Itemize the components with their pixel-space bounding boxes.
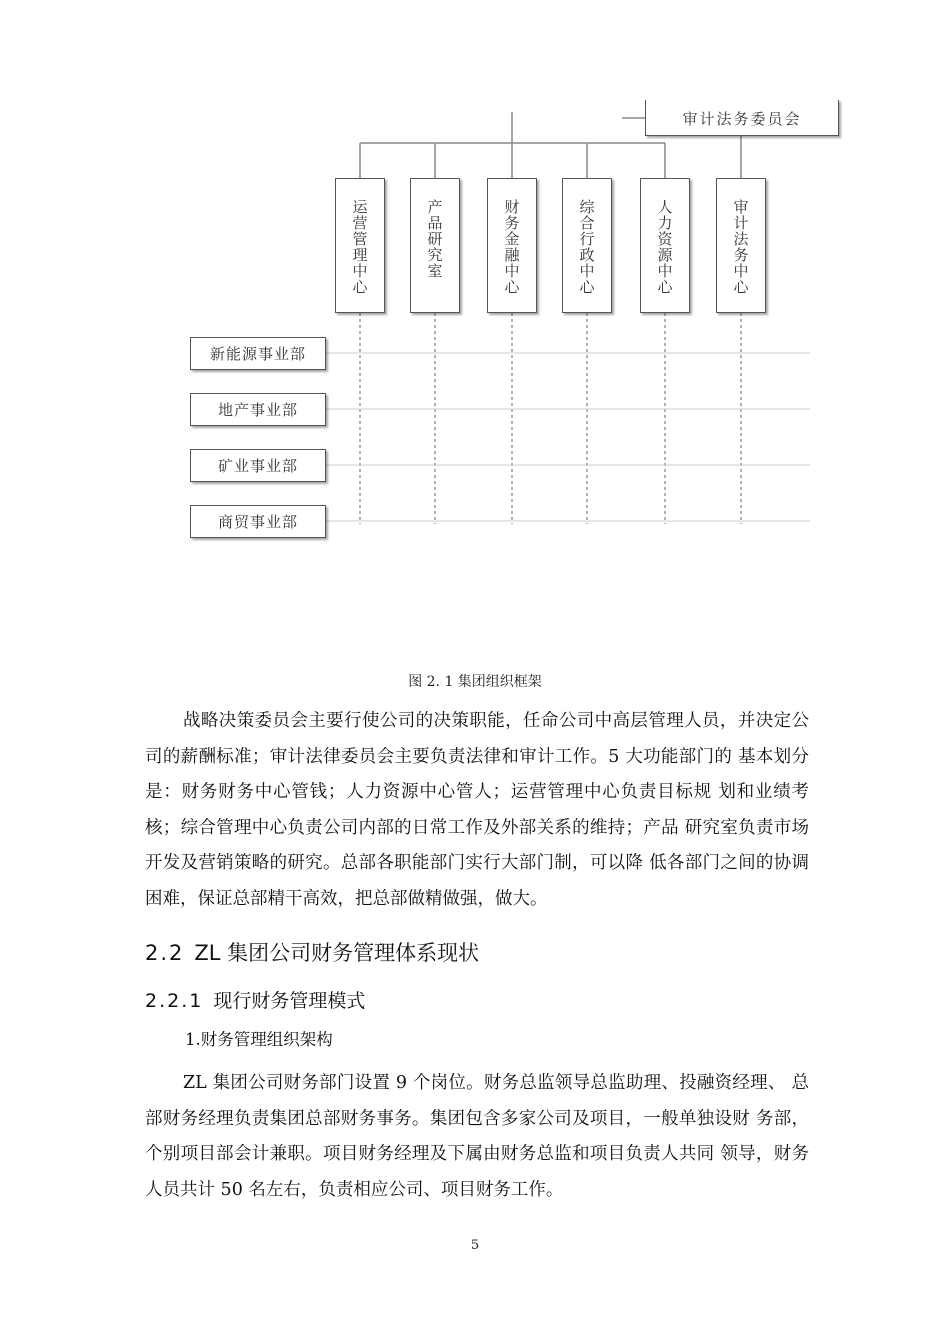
org-chart-lines bbox=[0, 0, 950, 560]
dept-label: 运营管理中心 bbox=[350, 199, 369, 295]
business-unit-real-estate: 地产事业部 bbox=[190, 393, 326, 426]
dept-label: 产品研究室 bbox=[425, 199, 444, 279]
section-title: ZL 集团公司财务管理体系现状 bbox=[194, 941, 480, 965]
body-paragraph-finance-dept: ZL 集团公司财务部门设置 9 个岗位。财务总监领导总监助理、投融资经理、 总部财务经理负责集团总部财务事务。集团包含多家公司及项目，一般单独设财 务部，个别项目部会计兼职。项目财务经理及下属由财务总监和项目负责人共同 领导，财务人员共计 50 名左右，负责相应公司、项目财务工作。 bbox=[145, 1073, 809, 1200]
section-heading-2-2-1 bbox=[145, 986, 365, 1013]
section-title: 现行财务管理模式 bbox=[213, 990, 366, 1012]
body-paragraph-strategy: 战略决策委员会主要行使公司的决策职能，任命公司中高层管理人员，并决定公司的薪酬标准；审计法律委员会主要负责法律和审计工作。5 大功能部门的 基本划分是：财务财务中心管钱；人力资源中心管人；运营管理中心负责目标规 划和业绩考核；综合管理中心负责公司内部的日常工作及外部关系的维持；产品 研究室负责市场开发及营销策略的研究。总部各职能部门实行大部门制，可以降 低各部门之间的协调困难，保证总部精干高效，把总部做精做强，做大。 bbox=[145, 711, 809, 909]
section-number: 2.2 bbox=[145, 941, 185, 965]
dept-label: 财务金融中心 bbox=[502, 199, 521, 295]
dept-label: 综合行政中心 bbox=[577, 199, 596, 295]
audit-legal-committee-box: 审计法务委员会 bbox=[645, 100, 839, 136]
dept-box-hr bbox=[640, 178, 690, 313]
business-unit-mining: 矿业事业部 bbox=[190, 449, 326, 482]
dept-box-audit-legal bbox=[716, 178, 766, 313]
org-chart bbox=[0, 0, 950, 560]
page-number: 5 bbox=[470, 1238, 480, 1253]
list-item-finance-org: 1.财务管理组织架构 bbox=[185, 1030, 333, 1049]
dept-label: 审计法务中心 bbox=[731, 199, 750, 295]
dept-box-operations bbox=[335, 178, 385, 313]
business-unit-new-energy: 新能源事业部 bbox=[190, 337, 326, 370]
dept-box-admin bbox=[562, 178, 612, 313]
dept-box-product-research bbox=[410, 178, 460, 313]
section-number: 2.2.1 bbox=[145, 990, 204, 1012]
business-unit-trade: 商贸事业部 bbox=[190, 505, 326, 538]
dept-box-finance bbox=[487, 178, 537, 313]
dept-label: 人力资源中心 bbox=[655, 199, 674, 295]
figure-caption: 图 2. 1 集团组织框架 bbox=[408, 674, 542, 690]
section-heading-2-2 bbox=[145, 937, 479, 967]
